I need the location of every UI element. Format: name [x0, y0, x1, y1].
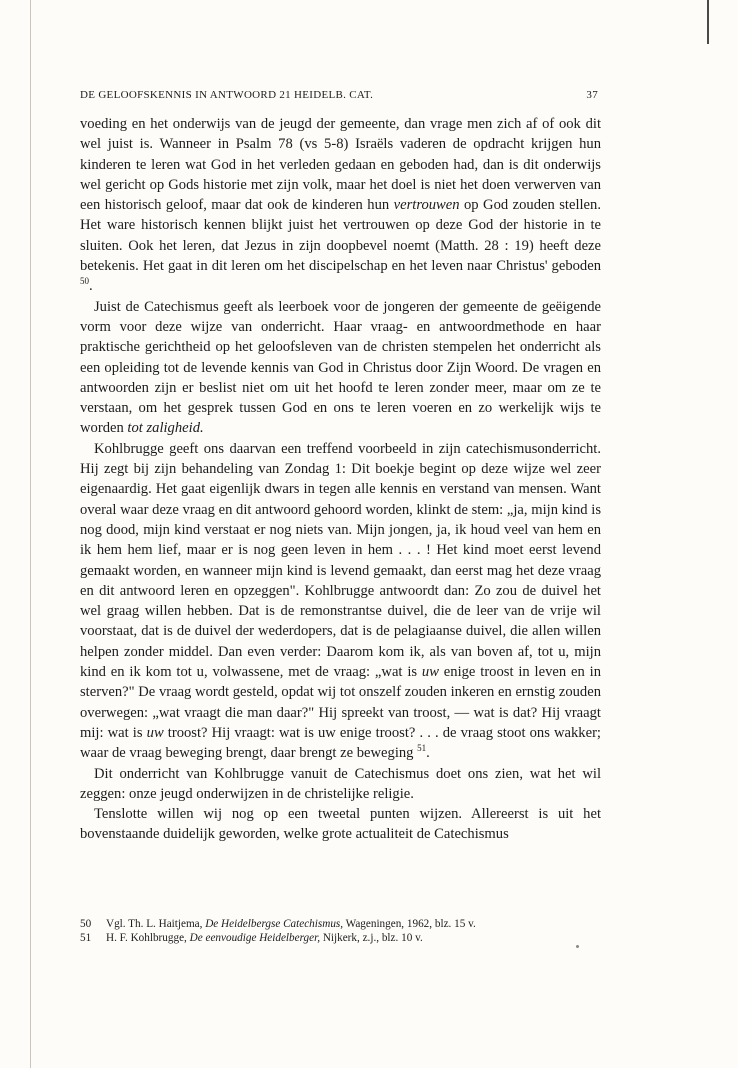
p1-text-a: voeding en het onderwijs van de jeugd der gemeente, dan vrage men zich af of ook dit wel juist is. Wanneer in Psalm 78 (vs 5-8) Israëls vaderen de opdracht krijgen hun kinderen te leren wat God in het verleden gedaan en geboden had, dan is dit onderwijs wel gericht op Gods historie met zijn volk, maar het doel is niet het doen verwerven van een historisch geloof, maar dat ook de kinderen hun: [80, 116, 601, 214]
p3-text-a: Kohlbrugge geeft ons daarvan een treffend voorbeeld in zijn catechismusonderricht. Hij zegt bij zijn behandeling van Zondag 1: Dit boekje begint op deze wijze wel zeer eigenaardig. Het gaat eigenlijk dwars in tegen alle kennis en verstand van mensen. Want overal waar deze vraag en dit antwoord gehoord worden, klinkt de stem: „ja, mijn kind is nog dood, mijn kind verstaat er nog niets van. Mijn jongen, ja, ik houd veel van hem en ik hem hem lief, maar er is nog geen leven in hem . . . ! Het kind moet eerst levend gemaakt worden, en wanneer mijn kind is levend gemaakt, dan eerst mag het deze vraag en dit antwoord leren en opzeggen". Kohlbrugge antwoordt dan: Zo zou de duivel het wel graag willen hebben. Dat is de remonstrantse duivel, die de leer van de vrije wil voorstaat, dat is de duivel der wederdopers, dat is de pelagiaanse duivel, die allen willen helpen zonder middel. Dan even verder: Daarom kom ik, als van boven af, tot u, mijn kind en ik kom tot u, volwassene, met de vraag: „wat is: [80, 440, 601, 681]
p1-emphasis: vertrouwen: [393, 197, 460, 214]
body-text: [80, 114, 601, 845]
paragraph-4: Dit onderricht van Kohlbrugge vanuit de Catechismus doet ons zien, wat het wil zeggen: onze jeugd onderwijzen in de christelijke religie.: [80, 765, 601, 802]
p3-emphasis-1: uw: [421, 664, 439, 681]
footnote-publication: Wageningen, 1962, blz. 15 v.: [343, 918, 476, 930]
page-number: 37: [586, 89, 598, 101]
paragraph-1: [80, 114, 601, 297]
p3-text-b: enige troost in leven en in sterven?" De vraag wordt gesteld, opdat wij tot onszelf zouden inkeren en ernstig zouden overwegen: „wat vraagt die man daar?" Hij spreekt van troost, — wat is dat? Hij vraagt mij: wat is: [80, 664, 601, 741]
paragraph-3: [80, 439, 601, 764]
footnote-number: 51: [80, 932, 92, 944]
p3-emphasis-2: uw: [146, 724, 164, 741]
page-edge-right: [707, 0, 709, 44]
footnote-author: H. F. Kohlbrugge,: [106, 932, 190, 944]
footnote-ref-51[interactable]: 51: [417, 743, 427, 754]
running-header: [80, 89, 598, 101]
footnote-book-title: De Heidelbergse Catechismus,: [205, 918, 344, 930]
p2-emphasis: tot zaligheid.: [127, 420, 204, 437]
footnote-publication: Nijkerk, z.j., blz. 10 v.: [320, 932, 423, 944]
running-title: DE GELOOFSKENNIS IN ANTWOORD 21 HEIDELB. CAT.: [80, 89, 374, 101]
scan-speck: [576, 945, 579, 948]
footnote-ref-50[interactable]: 50: [80, 276, 89, 287]
footnote-author: Vgl. Th. L. Haitjema,: [106, 918, 206, 930]
footnotes: [80, 917, 605, 945]
page-edge-left: [30, 0, 31, 1068]
p2-text-a: Juist de Catechismus geeft als leerboek voor de jongeren der gemeente de geëigende vorm voor deze wijze van onderricht. Haar vraag- en antwoordmethode en haar praktische gerichtheid op het geloofsleven van de christen stempelen het onderricht als een opleiding tot de levende kennis van God in Christus door Zijn Woord. De vragen en antwoorden zijn er beslist niet om uit het hoofd te leren zonder meer, maar om ze te verstaan, om het gesprek tussen God en ons te leren voeren en zo werkelijk wijs te worden: [80, 298, 601, 437]
footnote-book-title: De eenvoudige Heidelberger,: [189, 932, 321, 944]
footnote-number: 50: [80, 918, 92, 930]
paragraph-2: [80, 297, 601, 439]
p3-text-c: troost? Hij vraagt: wat is uw enige troost? . . . de vraag stoot ons wakker; waar de vraag beweging brengt, daar brengt ze beweging: [80, 724, 601, 762]
footnote-text: [106, 931, 423, 945]
footnote-50: [80, 917, 605, 931]
paragraph-5: Tenslotte willen wij nog op een tweetal punten wijzen. Allereerst is uit het bovenstaande duidelijk geworden, welke grote actualiteit de Catechismus: [80, 806, 601, 843]
footnote-51: [80, 931, 605, 945]
p1-text-b: op God zouden stellen. Het ware historisch kennen blijkt juist het vertrouwen op deze God der historie in te sluiten. Ook het leren, dat Jezus in zijn doopbevel noemt (Matth. 28 : 19) heeft deze betekenis. Het gaat in dit leren om het discipelschap en het leven naar Christus' geboden: [80, 197, 601, 275]
p3-text-d: .: [426, 745, 430, 762]
footnote-text: [106, 917, 476, 931]
p1-text-c: .: [89, 278, 93, 295]
